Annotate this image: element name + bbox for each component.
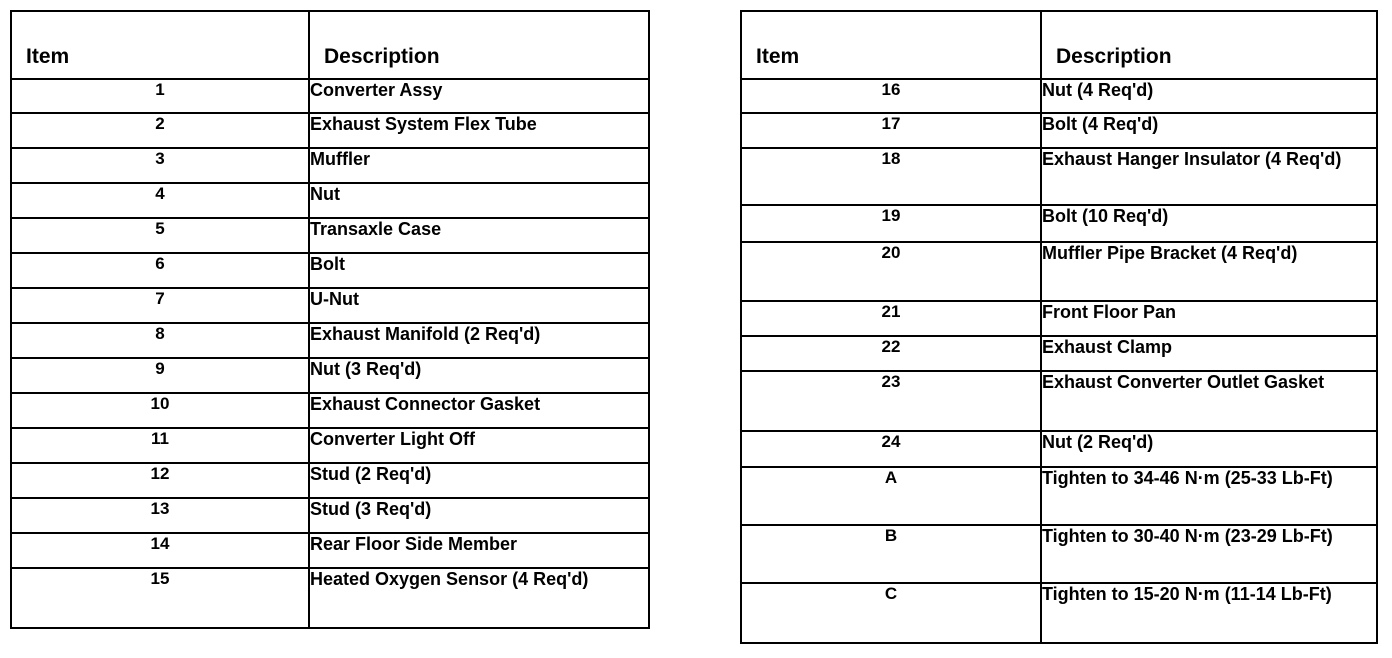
item-description: Nut (2 Req'd)	[1041, 431, 1377, 467]
table-row	[741, 113, 1377, 148]
table-row	[11, 428, 649, 463]
table-row	[11, 533, 649, 568]
item-number: 3	[11, 148, 309, 183]
item-description: Exhaust Clamp	[1041, 336, 1377, 371]
item-number: 15	[11, 568, 309, 628]
table-row	[11, 253, 649, 288]
item-description: Exhaust System Flex Tube	[309, 113, 649, 148]
table-row	[11, 183, 649, 218]
table-row	[741, 301, 1377, 336]
table-row	[741, 205, 1377, 242]
item-description: Stud (3 Req'd)	[309, 498, 649, 533]
item-description: Nut (4 Req'd)	[1041, 79, 1377, 113]
item-number: 20	[741, 242, 1041, 301]
item-number: 22	[741, 336, 1041, 371]
item-description: Converter Assy	[309, 79, 649, 113]
item-number: 14	[11, 533, 309, 568]
item-number: 23	[741, 371, 1041, 431]
left-parts-table	[10, 10, 650, 629]
item-header: Item	[11, 11, 309, 79]
item-description: Tighten to 15-20 N·m (11-14 Lb-Ft)	[1041, 583, 1377, 643]
item-description: Muffler	[309, 148, 649, 183]
item-description: Tighten to 34-46 N·m (25-33 Lb-Ft)	[1041, 467, 1377, 525]
right-parts-table	[740, 10, 1378, 644]
table-row	[741, 583, 1377, 643]
item-number: 6	[11, 253, 309, 288]
item-description: Transaxle Case	[309, 218, 649, 253]
item-description: Rear Floor Side Member	[309, 533, 649, 568]
item-description: Nut	[309, 183, 649, 218]
item-number: 13	[11, 498, 309, 533]
item-description: Exhaust Converter Outlet Gasket	[1041, 371, 1377, 431]
item-number: 19	[741, 205, 1041, 242]
item-number: 1	[11, 79, 309, 113]
item-number: 18	[741, 148, 1041, 205]
item-description: Muffler Pipe Bracket (4 Req'd)	[1041, 242, 1377, 301]
item-description: Bolt (10 Req'd)	[1041, 205, 1377, 242]
header-row	[11, 11, 649, 79]
description-header: Description	[1041, 11, 1377, 79]
item-description: Converter Light Off	[309, 428, 649, 463]
item-number: C	[741, 583, 1041, 643]
item-number: 10	[11, 393, 309, 428]
item-description: Heated Oxygen Sensor (4 Req'd)	[309, 568, 649, 628]
table-row	[11, 463, 649, 498]
item-number: 12	[11, 463, 309, 498]
table-row	[741, 148, 1377, 205]
table-row	[11, 79, 649, 113]
item-number: 5	[11, 218, 309, 253]
item-number: 8	[11, 323, 309, 358]
item-number: 21	[741, 301, 1041, 336]
item-number: B	[741, 525, 1041, 583]
item-description: Tighten to 30-40 N·m (23-29 Lb-Ft)	[1041, 525, 1377, 583]
table-row	[741, 525, 1377, 583]
item-number: 2	[11, 113, 309, 148]
table-row	[11, 498, 649, 533]
item-number: 16	[741, 79, 1041, 113]
item-header: Item	[741, 11, 1041, 79]
item-number: A	[741, 467, 1041, 525]
item-description: Nut (3 Req'd)	[309, 358, 649, 393]
item-number: 11	[11, 428, 309, 463]
table-row	[11, 113, 649, 148]
item-number: 24	[741, 431, 1041, 467]
item-description: Bolt	[309, 253, 649, 288]
table-row	[741, 371, 1377, 431]
item-description: Exhaust Manifold (2 Req'd)	[309, 323, 649, 358]
item-description: Exhaust Hanger Insulator (4 Req'd)	[1041, 148, 1377, 205]
table-row	[741, 336, 1377, 371]
item-number: 7	[11, 288, 309, 323]
table-row	[11, 568, 649, 628]
table-row	[741, 242, 1377, 301]
item-number: 4	[11, 183, 309, 218]
table-row	[11, 148, 649, 183]
item-description: Stud (2 Req'd)	[309, 463, 649, 498]
item-description: Bolt (4 Req'd)	[1041, 113, 1377, 148]
table-row	[11, 393, 649, 428]
table-row	[741, 79, 1377, 113]
item-description: U-Nut	[309, 288, 649, 323]
item-description: Exhaust Connector Gasket	[309, 393, 649, 428]
table-row	[11, 288, 649, 323]
table-row	[11, 218, 649, 253]
description-header: Description	[309, 11, 649, 79]
item-number: 9	[11, 358, 309, 393]
item-number: 17	[741, 113, 1041, 148]
header-row	[741, 11, 1377, 79]
item-description: Front Floor Pan	[1041, 301, 1377, 336]
table-row	[741, 467, 1377, 525]
table-row	[11, 358, 649, 393]
table-row	[11, 323, 649, 358]
table-row	[741, 431, 1377, 467]
